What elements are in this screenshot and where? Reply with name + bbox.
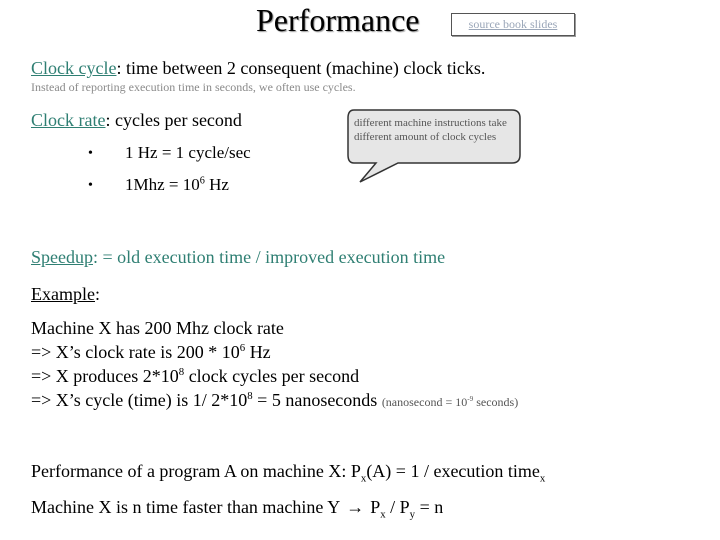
clock-rate-term[interactable]: Clock rate [31,110,106,130]
page-title: Performance [256,2,420,38]
speedup-definition: : = old execution time / improved execution time [93,247,446,267]
performance-line [31,461,546,485]
source-book-link[interactable]: source book slides [451,13,575,36]
speedup-term[interactable]: Speedup [31,247,93,267]
speedup-line [31,247,445,268]
faster-subscript-y: y [409,508,416,521]
clock-cycle-definition: : time between 2 consequent (machine) clock ticks. [116,58,486,78]
bullet-marker: • [88,146,93,161]
bullet-mhz-exponent: 6 [199,175,205,187]
bullet-mhz [125,175,229,195]
example-line-2-exponent: 6 [239,342,246,354]
example-line-3-rest: clock cycles per second [184,366,360,386]
example-line-1: Machine X has 200 Mhz clock rate [31,318,284,338]
clock-rate-definition: : cycles per second [105,110,242,130]
example-colon: : [94,284,100,304]
callout-text: different machine instructions take different amount of clock cycles [354,117,507,143]
cycles-note: Instead of reporting execution time in seconds, we often use cycles. [31,80,356,94]
example-line-3-text: => X produces 2*10 [31,366,179,386]
faster-slash-p: / P [385,497,410,517]
clock-rate-line [31,110,242,131]
example-line-4-exponent: 8 [247,390,253,402]
bullet-mhz-text: 1Mhz = 10 [125,175,200,194]
example-line-4 [31,390,518,411]
bullet-mhz-unit: Hz [204,175,229,194]
example-line-4-rest: = 5 nanoseconds [252,390,378,410]
example-line-4-text: => X’s cycle (time) is 1/ 2*10 [31,390,248,410]
faster-line [31,497,444,521]
nanosecond-note [382,395,518,409]
clock-cycle-line [31,58,485,79]
example-heading [31,284,100,305]
faster-p: P [370,497,381,517]
bullet-marker: • [88,178,93,193]
faster-text: Machine X is n time faster than machine Y [31,497,341,517]
example-label: Example [31,284,95,304]
clock-cycle-term[interactable]: Clock cycle [31,58,117,78]
nanosecond-note-exponent: -9 [467,395,474,403]
example-line-2-text: => X’s clock rate is 200 * 10 [31,342,240,362]
arrow-right-icon: → [346,497,365,517]
bullet-hz: 1 Hz = 1 cycle/sec [125,143,251,162]
nanosecond-note-rest: seconds) [473,395,519,409]
faster-subscript-x: x [380,508,386,521]
example-line-2 [31,342,271,363]
performance-subscript-x2: x [539,472,546,485]
performance-formula: (A) = 1 / execution time [366,461,540,481]
performance-text: Performance of a program A on machine X: P [31,461,361,481]
performance-subscript-x: x [360,472,367,485]
example-line-2-unit: Hz [245,342,271,362]
faster-equals: = n [415,497,444,517]
nanosecond-note-text: (nanosecond = 10 [381,395,468,409]
example-line-3-exponent: 8 [178,366,185,378]
example-line-3 [31,366,359,387]
